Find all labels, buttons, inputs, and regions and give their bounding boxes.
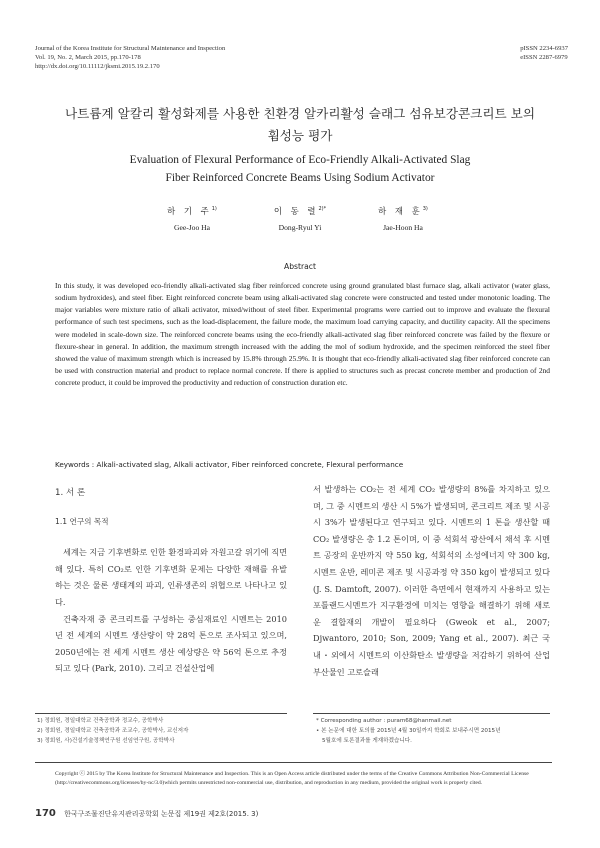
copyright-divider <box>35 762 552 763</box>
korean-title-line1: 나트륨계 알칼리 활성화제를 사용한 친환경 알카리활성 슬래그 섬유보강콘크리트 보의 <box>65 106 535 121</box>
author-2-affiliation-mark: 2)* <box>318 206 327 212</box>
body-paragraph-1: 세계는 지금 기후변화로 인한 환경파괴와 자원고갈 위기에 직면해 있다. 특히 CO₂로 인한 기후변화 문제는 다양한 재해를 유발하는 것은 물론 생태계의 파괴, 인류생존의 위협으로 나타나고 있다. <box>55 547 287 607</box>
keywords-label: Keywords : <box>55 460 95 469</box>
journal-volume-line: Vol. 19, No. 2, March 2015, pp.170-178 <box>35 54 141 61</box>
correspondence-notes <box>316 716 552 746</box>
author-3-affiliation-mark: 3) <box>422 206 428 212</box>
english-title <box>40 151 560 187</box>
english-title-line1: Evaluation of Flexural Performance of Eco-Friendly Alkali-Activated Slag <box>129 154 471 166</box>
page-footer <box>35 808 258 819</box>
right-column <box>313 481 550 680</box>
footnote-1: 1) 정회원, 경일대학교 건축공학과 정교수, 공학박사 <box>37 718 164 724</box>
footnote-2: 2) 정회원, 경일대학교 건축공학과 조교수, 공학박사, 교신저자 <box>37 728 189 734</box>
author-1 <box>137 203 247 234</box>
keywords-text: Alkali-activated slag, Alkali activator, Fiber reinforced concrete, Flexural performance <box>96 460 404 469</box>
corresponding-author: * Corresponding author : puram68@hanmail.net <box>316 718 452 724</box>
english-title-line2: Fiber Reinforced Concrete Beams Using Sodium Activator <box>165 172 435 184</box>
footnote-3: 3) 정회원, 사)건설기술정책연구원 선임연구원, 공학박사 <box>37 738 175 744</box>
left-footnote-divider <box>35 713 287 714</box>
author-2-korean-name: 이 동 렬 <box>273 205 319 216</box>
keywords <box>55 459 550 470</box>
subsection-heading: 1.1 연구의 목적 <box>55 516 109 526</box>
pissn: pISSN 2234-6937 <box>520 45 568 52</box>
abstract-text: In this study, it was developed eco-friendly alkali-activated slag fiber reinforced concrete using ground granulated blast furnace slag, alkali activator (water glass, sodium hydroxides), and steel fiber. Eight reinforced concrete beam using alkali-activated slag concrete were constructed and tested under monotonic loading. The major variables were mixture ratio of alkali activator, mixed/without of steel fiber. Experimental programs were carried out to improve and evaluate the flexural performance of such test specimens, such as the load-displacement, the failure mode, the maximum load carrying capacity, and ductility capacity. All the specimens were modeled in scale-down size. The reinforced concrete beams using the eco-friendly alkali-activated slag fiber reinforced concrete was failed by the flexure or flexure-shear in general. In addition, the maximum strength increased with the adding the mol of sodium hydroxide, and the specimen reinforced the steel fiber showed the value of maximum strength which is increased by 15.8% through 25.9%. It is thought that eco-friendly alkali-activated slag fiber reinforced concrete can be used with construction material and product to replace normal concrete. If there is applied to structures such as precast concrete member and production of 2nd concrete product, it could be improved the productivity and reduction of construction duration etc. <box>55 281 550 388</box>
left-column <box>55 481 287 677</box>
author-1-affiliation-mark: 1) <box>211 206 217 212</box>
author-1-english-name: Gee-Joo Ha <box>173 222 211 232</box>
body-paragraph-3: 서 발생하는 CO₂는 전 세계 CO₂ 발생량의 8%를 차지하고 있으며, 그 중 시멘트의 생산 시 5%가 발생되며, 콘크리트 제조 및 시공 시 3%가 발생된다고 연구되고 있다. 시멘트의 1 톤을 생산할 때 CO₂ 발생량은 총 1.2 톤이며, 이 중 석회석 광산에서 채석 후 시멘트 공장의 운반까지 약 550 kg, 석회석의 소성에너지 약 300 kg, 시멘트 운반, 레미콘 제조 및 시공과정 약 350 kg이 발생되고 있다 (J. S. Damtoft, 2007). 이러한 측면에서 현재까지 사용하고 있는 포틀랜드시멘트가 지구환경에 미치는 영향을 해결하기 위해 새로운 결합재의 개발이 필요하다 (Gweok et al., 2007; Djwantoro, 2010; Son, 2009; Yang et al., 2007). 최근 국내・외에서 시멘트의 이산화탄소 발생량을 저감하기 위하여 산업부산물인 고로슬래 <box>313 484 550 677</box>
section-heading: 1. 서 론 <box>55 488 86 498</box>
discussion-note-line1: • 본 논문에 대한 토의를 2015년 4월 30일까지 학회로 보내주시면 2015년 <box>316 728 501 734</box>
author-3 <box>348 203 458 234</box>
body-paragraph-2: 건축자재 중 콘크리트를 구성하는 중심재료인 시멘트는 2010년 전 세계의 시멘트 생산량이 약 28억 톤으로 조사되고 있으며, 2050년에는 전 세계 시멘트 생산 예상량은 약 56억 톤으로 추정되고 있다 (Park, 2010). 그리고 건설산업에 <box>55 613 287 674</box>
page-number: 170 <box>35 808 56 819</box>
journal-header <box>35 44 225 71</box>
author-3-korean-name: 하 재 훈 <box>378 205 423 216</box>
right-footnote-divider <box>313 713 550 714</box>
copyright-notice: Copyright ⓒ 2015 by The Korea Institute for Structural Maintenance and Inspection. This is an Open Access article distributed under the terms of the Creative Commons Attribution Non-Commercial License (http://creativecommons.org/licenses/by-nc/3.0)which permits unrestricted non-commercial use, distribution, and reproduction in any medium, provided the original work is properly cited. <box>55 771 529 787</box>
eissn: eISSN 2287-6979 <box>520 54 568 61</box>
doi-link[interactable]: http://dx.doi.org/10.11112/jksmi.2015.19.2.170 <box>35 63 160 70</box>
issn-block <box>520 44 568 62</box>
journal-name-line: Journal of the Korea Institute for Structural Maintenance and Inspection <box>35 45 226 52</box>
korean-title <box>40 103 560 147</box>
journal-footer-name: 한국구조물진단유지관리공학회 논문집 제19권 제2호(2015. 3) <box>64 810 259 818</box>
author-2-english-name: Dong-Ryul Yi <box>278 222 322 232</box>
discussion-note-line2: 5월호에 토론결과를 게재하겠습니다. <box>322 738 412 744</box>
abstract-heading: Abstract <box>284 262 316 271</box>
korean-title-line2: 휨성능 평가 <box>267 128 333 143</box>
author-3-english-name: Jae-Hoon Ha <box>383 222 423 232</box>
author-2 <box>245 203 355 234</box>
author-1-korean-name: 하 기 주 <box>167 205 212 216</box>
author-affiliations <box>37 716 287 746</box>
